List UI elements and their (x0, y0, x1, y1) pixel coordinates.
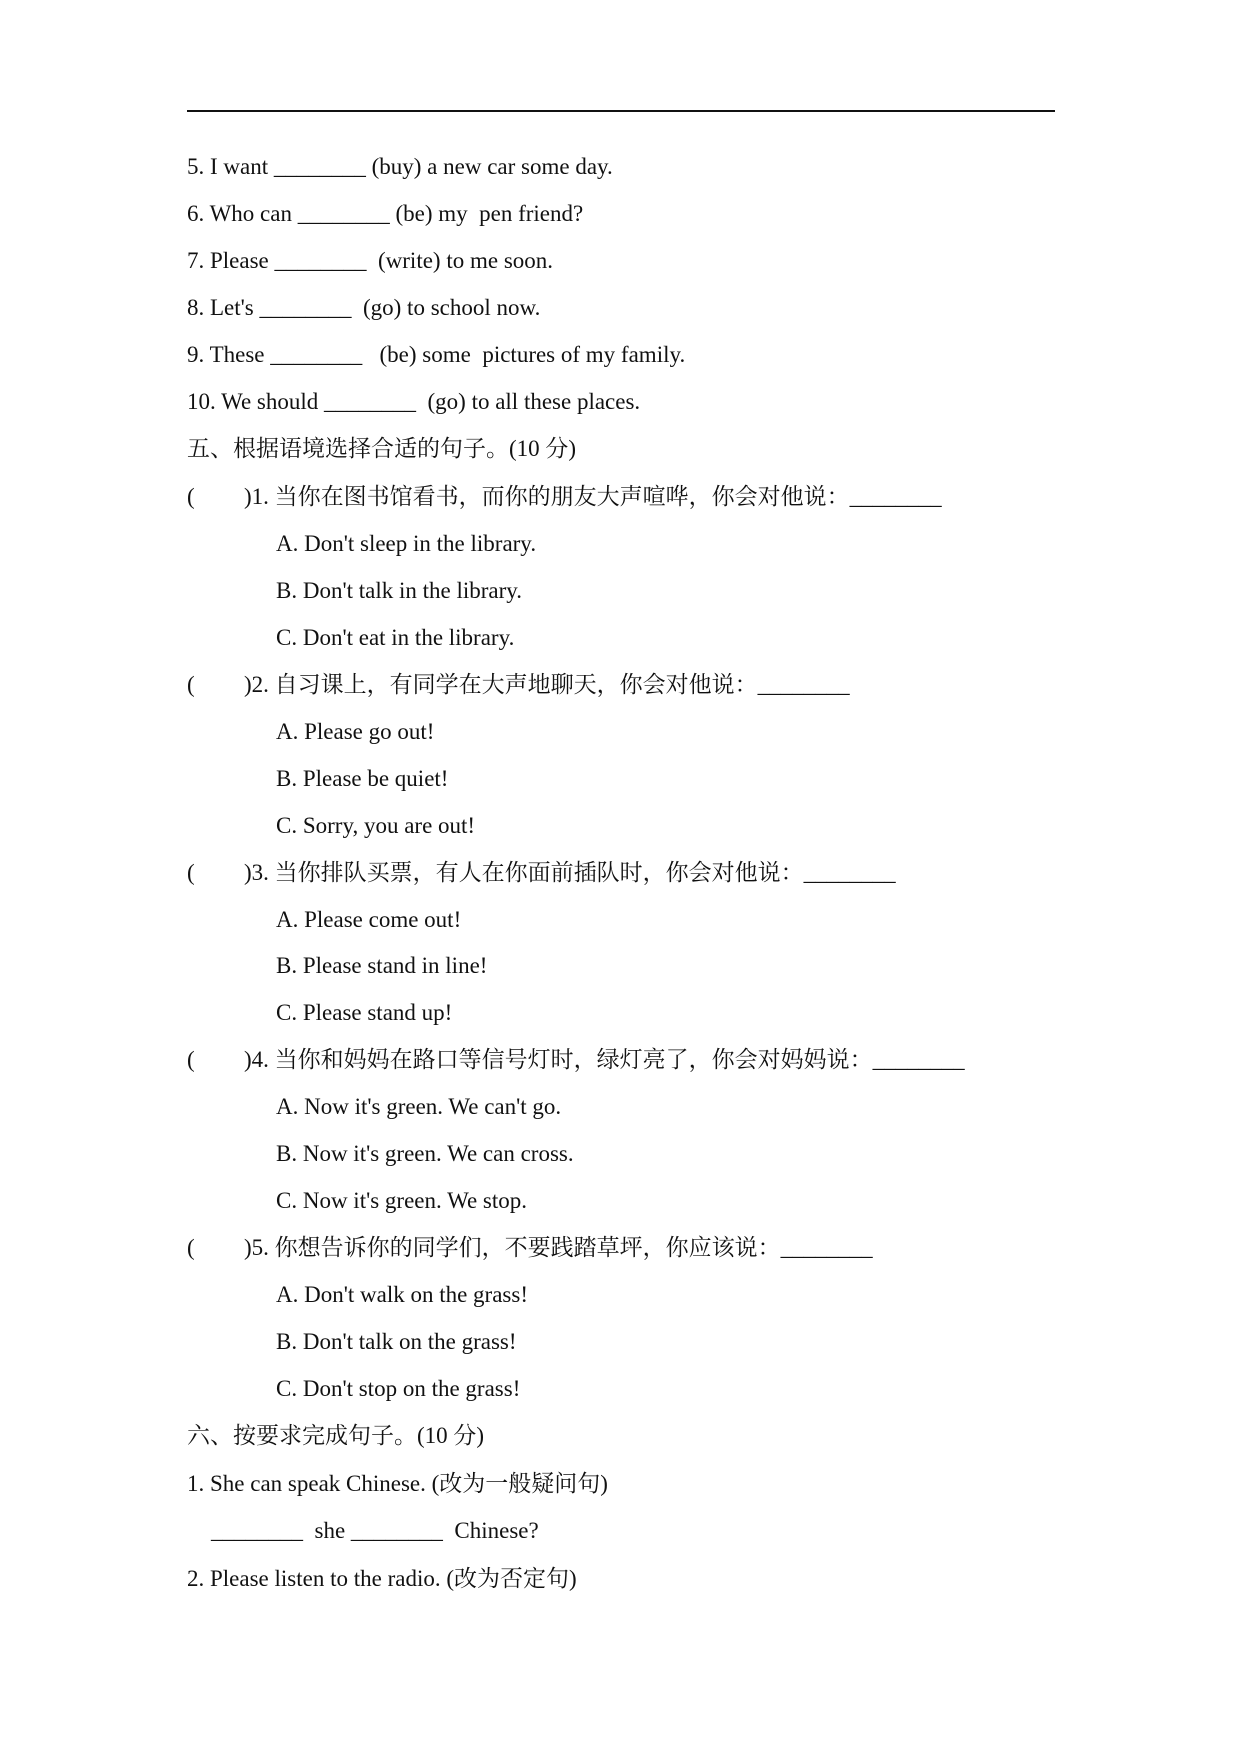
transform-item-2: 2. Please listen to the radio. (改为否定句) (187, 1566, 577, 1591)
option-a: A. Please come out! (276, 907, 462, 932)
option-b: B. Now it's green. We can cross. (276, 1141, 574, 1166)
question-stem: )2. 自习课上，有同学在大声地聊天，你会对他说：________ (244, 672, 850, 697)
fill-item-6: 6. Who can ________ (be) my pen friend? (187, 201, 584, 226)
option-b: B. Don't talk on the grass! (276, 1329, 517, 1354)
fill-item-5: 5. I want ________ (buy) a new car some day. (187, 154, 613, 179)
question-stem: )1. 当你在图书馆看书，而你的朋友大声喧哗，你会对他说：________ (244, 484, 942, 509)
answer-paren: ( (187, 484, 195, 509)
option-c: C. Please stand up! (276, 1000, 453, 1025)
section-title: 五、根据语境选择合适的句子。(10 分) (187, 436, 577, 461)
question-stem: )3. 当你排队买票，有人在你面前插队时，你会对他说：________ (244, 860, 896, 885)
question-stem: )5. 你想告诉你的同学们，不要践踏草坪，你应该说：________ (244, 1235, 873, 1260)
fill-item-7: 7. Please ________ (write) to me soon. (187, 248, 554, 273)
option-b: B. Please be quiet! (276, 766, 449, 791)
option-a: A. Now it's green. We can't go. (276, 1094, 562, 1119)
option-a: A. Don't walk on the grass! (276, 1282, 528, 1307)
answer-paren: ( (187, 672, 195, 697)
answer-paren: ( (187, 860, 195, 885)
transform-answer-line: ________ she ________ Chinese? (211, 1518, 539, 1543)
option-c: C. Sorry, you are out! (276, 813, 476, 838)
fill-item-10: 10. We should ________ (go) to all these places. (187, 389, 641, 414)
option-b: B. Please stand in line! (276, 953, 488, 978)
option-b: B. Don't talk in the library. (276, 578, 523, 603)
option-a: A. Don't sleep in the library. (276, 531, 537, 556)
option-a: A. Please go out! (276, 719, 435, 744)
answer-paren: ( (187, 1047, 195, 1072)
question-stem: )4. 当你和妈妈在路口等信号灯时，绿灯亮了，你会对妈妈说：________ (244, 1047, 965, 1072)
header-rule (187, 110, 1055, 112)
section-title: 六、按要求完成句子。(10 分) (187, 1423, 485, 1448)
fill-item-9: 9. These ________ (be) some pictures of my family. (187, 342, 686, 367)
option-c: C. Don't stop on the grass! (276, 1376, 521, 1401)
answer-paren: ( (187, 1235, 195, 1260)
option-c: C. Now it's green. We stop. (276, 1188, 528, 1213)
fill-item-8: 8. Let's ________ (go) to school now. (187, 295, 541, 320)
option-c: C. Don't eat in the library. (276, 625, 515, 650)
transform-item-1: 1. She can speak Chinese. (改为一般疑问句) (187, 1471, 608, 1496)
